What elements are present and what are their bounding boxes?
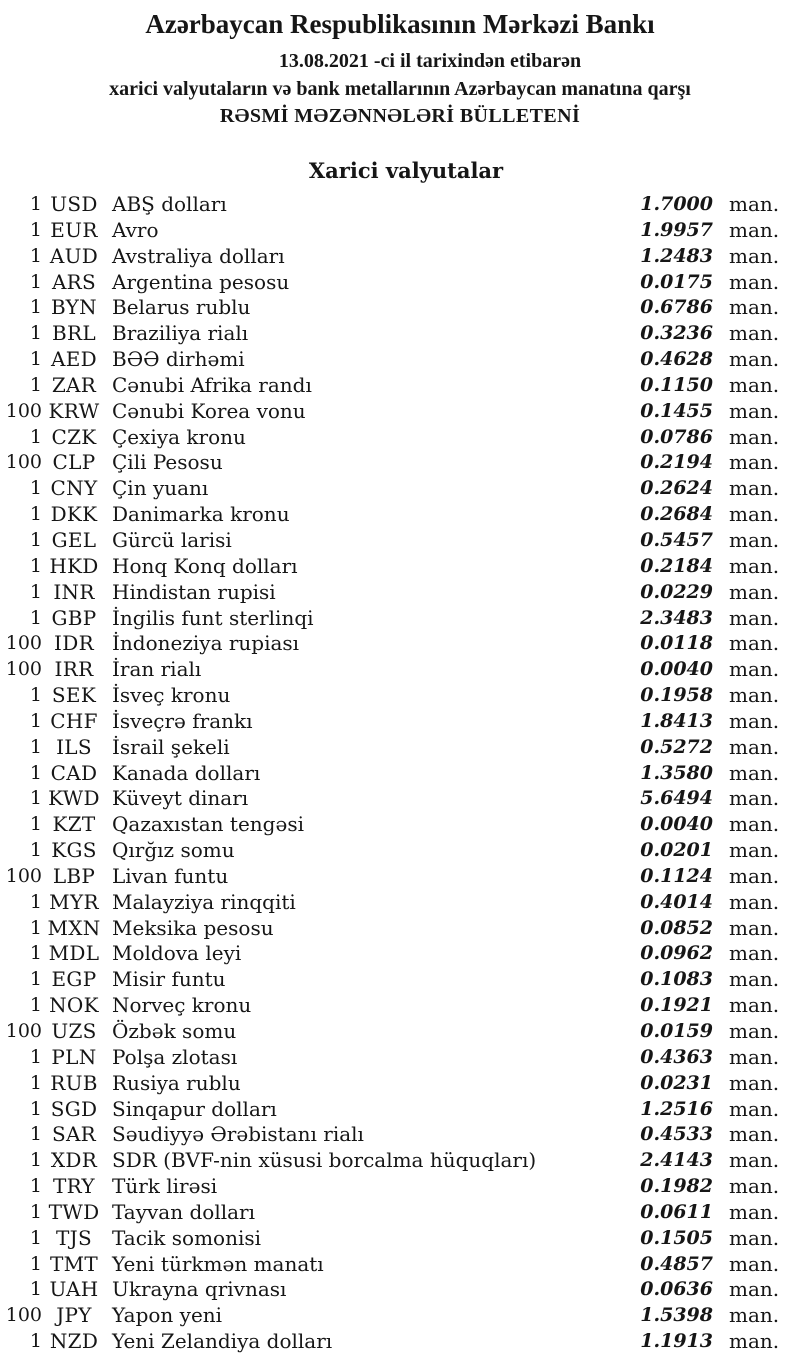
currency-name-cell: İngilis funt sterlinqi	[112, 605, 314, 630]
nominal-cell: 1	[29, 244, 42, 267]
rate-value-cell: 1.1913	[640, 1330, 713, 1353]
currency-name-cell: İsrail şekeli	[112, 734, 230, 759]
unit-cell: man.	[729, 838, 780, 863]
rate-value-cell: 0.4014	[640, 890, 713, 913]
unit-cell: man.	[729, 398, 780, 423]
currency-name-cell: Avstraliya dolları	[112, 243, 285, 268]
currency-code-cell: MXN	[47, 915, 101, 940]
rate-row	[0, 1071, 800, 1097]
unit-cell: man.	[729, 1199, 780, 1224]
rate-value-cell: 0.1455	[640, 399, 713, 422]
rate-value-cell: 0.1958	[640, 684, 713, 707]
unit-cell: man.	[729, 269, 780, 294]
rate-value-cell: 0.2684	[640, 503, 713, 526]
unit-cell: man.	[729, 217, 780, 242]
rate-row	[0, 218, 800, 244]
rate-value-cell: 2.3483	[640, 606, 713, 629]
currency-name-cell: İran rialı	[112, 657, 202, 682]
rate-row	[0, 450, 800, 476]
nominal-cell: 1	[29, 968, 42, 991]
rate-value-cell: 0.0175	[640, 270, 713, 293]
rate-row	[0, 1097, 800, 1123]
rate-value-cell: 1.9957	[640, 218, 713, 241]
rate-row	[0, 425, 800, 451]
currency-code-cell: GEL	[51, 527, 97, 552]
currency-name-cell: Polşa zlotası	[112, 1044, 238, 1069]
unit-cell: man.	[729, 993, 780, 1018]
rate-value-cell: 0.6786	[640, 296, 713, 319]
currency-name-cell: Argentina pesosu	[112, 269, 290, 294]
rate-value-cell: 0.1083	[640, 968, 713, 991]
currency-code-cell: USD	[50, 192, 98, 216]
rate-row	[0, 347, 800, 373]
unit-cell: man.	[729, 321, 780, 346]
currency-code-cell: TRY	[53, 1174, 95, 1199]
currency-name-cell: Danimarka kronu	[112, 502, 290, 527]
currency-name-cell: Norveç kronu	[112, 993, 252, 1018]
currency-code-cell: TWD	[48, 1199, 100, 1224]
nominal-cell: 1	[29, 193, 42, 215]
currency-name-cell: Hindistan rupisi	[112, 579, 276, 604]
nominal-cell: 1	[29, 735, 42, 758]
bulletin-name: RƏSMİ MƏZƏNNƏLƏRİ BÜLLETENİ	[219, 105, 581, 127]
rate-value-cell: 0.4363	[640, 1045, 713, 1068]
currency-code-cell: PLN	[51, 1044, 97, 1069]
rate-row	[0, 1174, 800, 1200]
rate-value-cell: 2.4143	[640, 1149, 713, 1172]
unit-cell: man.	[729, 192, 780, 216]
currency-name-cell: Belarus rublu	[112, 295, 251, 320]
currency-name-cell: Tacik somonisi	[112, 1225, 262, 1250]
nominal-cell: 1	[29, 218, 42, 241]
rate-row	[0, 1277, 800, 1303]
currency-code-cell: NZD	[49, 1329, 99, 1354]
nominal-cell: 1	[29, 1330, 42, 1353]
currency-code-cell: CLP	[52, 450, 96, 475]
nominal-cell: 100	[5, 1304, 42, 1327]
rate-row	[0, 1303, 800, 1329]
rate-value-cell: 0.1150	[640, 373, 713, 396]
nominal-cell: 100	[5, 1020, 42, 1042]
nominal-cell: 1	[29, 554, 42, 577]
unit-cell: man.	[729, 657, 780, 682]
unit-cell: man.	[729, 579, 780, 604]
currency-code-cell: CZK	[51, 424, 97, 449]
unit-cell: man.	[729, 812, 780, 837]
currency-code-cell: XDR	[50, 1148, 98, 1173]
currency-code-cell: MDL	[48, 941, 100, 966]
currency-code-cell: KGS	[51, 838, 97, 863]
unit-cell: man.	[729, 915, 780, 940]
rate-value-cell: 0.5272	[640, 735, 713, 758]
currency-name-cell: Türk lirəsi	[112, 1174, 218, 1199]
rate-row	[0, 244, 800, 270]
nominal-cell: 100	[5, 451, 42, 474]
currency-name-cell: Meksika pesosu	[112, 915, 274, 940]
currency-name-cell: Cənubi Korea vonu	[112, 398, 306, 423]
currency-name-cell: Tayvan dolları	[112, 1199, 255, 1224]
rate-row	[0, 735, 800, 761]
rate-value-cell: 0.1982	[640, 1175, 713, 1198]
nominal-cell: 1	[29, 528, 42, 551]
unit-cell: man.	[729, 424, 780, 449]
nominal-cell: 1	[29, 916, 42, 939]
unit-cell: man.	[729, 734, 780, 759]
currency-name-cell: İndoneziya rupiası	[112, 631, 300, 656]
rate-value-cell: 1.8413	[640, 709, 713, 732]
unit-cell: man.	[729, 683, 780, 708]
currency-code-cell: LBP	[52, 863, 96, 888]
nominal-cell: 1	[29, 1200, 42, 1223]
rate-row	[0, 916, 800, 942]
currency-name-cell: Yapon yeni	[112, 1303, 223, 1328]
nominal-cell: 1	[29, 942, 42, 965]
unit-cell: man.	[729, 863, 780, 888]
unit-cell: man.	[729, 1174, 780, 1199]
rate-value-cell: 0.0786	[640, 425, 713, 448]
unit-cell: man.	[729, 553, 780, 578]
rate-value-cell: 0.0229	[640, 580, 713, 603]
currency-name-cell: Gürcü larisi	[112, 527, 232, 552]
unit-cell: man.	[729, 347, 780, 372]
rate-value-cell: 1.2483	[640, 244, 713, 267]
rate-value-cell: 0.5457	[640, 528, 713, 551]
currency-name-cell: Səudiyyə Ərəbistanı rialı	[112, 1122, 364, 1147]
currency-code-cell: IDR	[54, 631, 94, 656]
nominal-cell: 100	[5, 658, 42, 681]
unit-cell: man.	[729, 708, 780, 733]
nominal-cell: 1	[29, 1278, 42, 1301]
rate-row	[0, 1148, 800, 1174]
rate-value-cell: 0.2624	[640, 477, 713, 500]
nominal-cell: 1	[29, 1097, 42, 1120]
rate-row	[0, 502, 800, 528]
unit-cell: man.	[729, 243, 780, 268]
rate-row	[0, 1200, 800, 1226]
currency-code-cell: AED	[51, 347, 97, 372]
unit-cell: man.	[729, 1148, 780, 1173]
currency-name-cell: Ukrayna qrivnası	[112, 1277, 287, 1302]
nominal-cell: 100	[5, 399, 42, 422]
rate-row	[0, 812, 800, 838]
currency-code-cell: SAR	[51, 1122, 97, 1147]
unit-cell: man.	[729, 372, 780, 397]
unit-cell: man.	[729, 1070, 780, 1095]
currency-name-cell: SDR (BVF-nin xüsusi borcalma hüquqları)	[112, 1148, 537, 1173]
currency-code-cell: TJS	[56, 1225, 92, 1250]
rate-value-cell: 1.2516	[640, 1097, 713, 1120]
rate-row	[0, 683, 800, 709]
currency-code-cell: HKD	[49, 553, 99, 578]
currency-code-cell: NOK	[49, 993, 99, 1018]
rate-value-cell: 0.0159	[640, 1020, 713, 1042]
nominal-cell: 1	[29, 580, 42, 603]
nominal-cell: 1	[29, 1252, 42, 1275]
rate-row	[0, 657, 800, 683]
unit-cell: man.	[729, 605, 780, 630]
unit-cell: man.	[729, 502, 780, 527]
nominal-cell: 1	[29, 994, 42, 1017]
unit-cell: man.	[729, 1019, 780, 1043]
nominal-cell: 1	[29, 348, 42, 371]
currency-code-cell: UZS	[51, 1019, 97, 1043]
nominal-cell: 1	[29, 1149, 42, 1172]
currency-name-cell: Moldova leyi	[112, 941, 242, 966]
nominal-cell: 1	[29, 425, 42, 448]
nominal-cell: 1	[29, 503, 42, 526]
currency-code-cell: UAH	[49, 1277, 99, 1302]
nominal-cell: 1	[29, 1071, 42, 1094]
currency-name-cell: Livan funtu	[112, 863, 229, 888]
nominal-cell: 1	[29, 684, 42, 707]
rate-row	[0, 528, 800, 554]
unit-cell: man.	[729, 760, 780, 785]
rate-row	[0, 993, 800, 1019]
rate-row	[0, 1122, 800, 1148]
unit-cell: man.	[729, 476, 780, 501]
unit-cell: man.	[729, 941, 780, 966]
rate-value-cell: 0.0962	[640, 942, 713, 965]
rate-row	[0, 192, 800, 218]
currency-name-cell: İsveçrə frankı	[112, 708, 253, 733]
nominal-cell: 1	[29, 890, 42, 913]
currency-name-cell: Qazaxıstan tengəsi	[112, 812, 304, 837]
unit-cell: man.	[729, 786, 780, 811]
currency-code-cell: TMT	[49, 1251, 99, 1276]
unit-cell: man.	[729, 889, 780, 914]
rate-value-cell: 1.5398	[640, 1304, 713, 1327]
nominal-cell: 1	[29, 270, 42, 293]
unit-cell: man.	[729, 1096, 780, 1121]
currency-code-cell: CAD	[50, 760, 98, 785]
rate-row	[0, 554, 800, 580]
nominal-cell: 1	[29, 477, 42, 500]
unit-cell: man.	[729, 967, 780, 992]
unit-cell: man.	[729, 450, 780, 475]
rate-row	[0, 890, 800, 916]
currency-code-cell: EGP	[51, 967, 97, 992]
nominal-cell: 1	[29, 606, 42, 629]
currency-name-cell: Çili Pesosu	[112, 450, 223, 475]
unit-cell: man.	[729, 1329, 780, 1354]
currency-code-cell: SEK	[51, 683, 97, 708]
currency-name-cell: Çin yuanı	[112, 476, 209, 501]
currency-name-cell: Sinqapur dolları	[112, 1096, 277, 1121]
rate-value-cell: 0.4533	[640, 1123, 713, 1146]
rate-row	[0, 580, 800, 606]
currency-name-cell: Braziliya rialı	[112, 321, 249, 346]
currency-code-cell: IRR	[54, 657, 94, 682]
currency-code-cell: SGD	[50, 1096, 98, 1121]
unit-cell: man.	[729, 1277, 780, 1302]
currency-name-cell: Yeni Zelandiya dolları	[112, 1329, 333, 1354]
currency-name-cell: Küveyt dinarı	[112, 786, 249, 811]
rate-row	[0, 373, 800, 399]
rate-value-cell: 5.6494	[640, 787, 713, 810]
nominal-cell: 1	[29, 709, 42, 732]
currency-code-cell: BRL	[52, 321, 96, 346]
rate-row	[0, 1226, 800, 1252]
unit-cell: man.	[729, 1122, 780, 1147]
nominal-cell: 1	[29, 761, 42, 784]
currency-name-cell: ABŞ dolları	[112, 192, 227, 216]
rate-value-cell: 0.0118	[640, 632, 713, 655]
rate-value-cell: 0.1124	[640, 864, 713, 887]
rate-value-cell: 0.0201	[640, 839, 713, 862]
currency-code-cell: GBP	[51, 605, 97, 630]
currency-code-cell: ARS	[51, 269, 97, 294]
currency-name-cell: Honq Konq dolları	[112, 553, 298, 578]
currency-name-cell: Cənubi Afrika randı	[112, 372, 312, 397]
currency-code-cell: MYR	[49, 889, 99, 914]
currency-code-cell: EUR	[50, 217, 98, 242]
currency-code-cell: JPY	[56, 1303, 92, 1328]
rate-value-cell: 0.2194	[640, 451, 713, 474]
rate-value-cell: 0.2184	[640, 554, 713, 577]
nominal-cell: 1	[29, 1226, 42, 1249]
currency-code-cell: ZAR	[51, 372, 97, 397]
nominal-cell: 100	[5, 632, 42, 655]
currency-code-cell: KWD	[48, 786, 100, 811]
currency-code-cell: CNY	[50, 476, 98, 501]
rate-row	[0, 295, 800, 321]
nominal-cell: 1	[29, 1123, 42, 1146]
nominal-cell: 1	[29, 373, 42, 396]
rate-value-cell: 0.3236	[640, 322, 713, 345]
currency-code-cell: DKK	[50, 502, 98, 527]
nominal-cell: 100	[5, 864, 42, 887]
rate-row	[0, 476, 800, 502]
currency-name-cell: Çexiya kronu	[112, 424, 246, 449]
currency-name-cell: Kanada dolları	[112, 760, 261, 785]
currency-code-cell: INR	[53, 579, 95, 604]
rate-row	[0, 761, 800, 787]
rate-value-cell: 0.4628	[640, 348, 713, 371]
rate-row	[0, 941, 800, 967]
rate-row	[0, 1045, 800, 1071]
nominal-cell: 1	[29, 839, 42, 862]
currency-name-cell: Özbək somu	[112, 1019, 237, 1043]
rates-table	[0, 192, 800, 1355]
unit-cell: man.	[729, 527, 780, 552]
rate-row	[0, 709, 800, 735]
nominal-cell: 1	[29, 322, 42, 345]
rate-value-cell: 1.7000	[640, 193, 713, 215]
unit-cell: man.	[729, 1225, 780, 1250]
nominal-cell: 1	[29, 1175, 42, 1198]
currency-code-cell: AUD	[49, 243, 99, 268]
nominal-cell: 1	[29, 813, 42, 836]
nominal-cell: 1	[29, 1045, 42, 1068]
rate-value-cell: 0.0040	[640, 658, 713, 681]
section-title-foreign-currencies: Xarici valyutalar	[308, 158, 504, 183]
unit-cell: man.	[729, 631, 780, 656]
rate-value-cell: 0.0231	[640, 1071, 713, 1094]
rate-row	[0, 1252, 800, 1278]
rate-row	[0, 1329, 800, 1355]
currency-name-cell: BƏƏ dirhəmi	[112, 347, 245, 372]
currency-name-cell: Rusiya rublu	[112, 1070, 241, 1095]
rate-value-cell: 0.0611	[640, 1200, 713, 1223]
rate-row	[0, 321, 800, 347]
currency-code-cell: ILS	[56, 734, 92, 759]
effective-date: 13.08.2021 -ci il tarixindən etibarən	[278, 50, 582, 72]
rate-value-cell: 0.0852	[640, 916, 713, 939]
currency-code-cell: BYN	[51, 295, 97, 320]
unit-cell: man.	[729, 1044, 780, 1069]
rate-value-cell: 0.0636	[640, 1278, 713, 1301]
rate-row	[0, 631, 800, 657]
rate-row	[0, 270, 800, 296]
unit-cell: man.	[729, 295, 780, 320]
currency-name-cell: Avro	[112, 217, 159, 242]
currency-code-cell: KRW	[48, 398, 100, 423]
currency-name-cell: İsveç kronu	[112, 683, 231, 708]
currency-name-cell: Yeni türkmən manatı	[112, 1251, 324, 1276]
currency-code-cell: CHF	[50, 708, 98, 733]
bank-title: Azərbaycan Respublikasının Mərkəzi Bankı	[145, 9, 655, 39]
currency-name-cell: Qırğız somu	[112, 838, 235, 863]
rate-value-cell: 0.1505	[640, 1226, 713, 1249]
currency-code-cell: RUB	[50, 1070, 98, 1095]
rate-row	[0, 399, 800, 425]
unit-cell: man.	[729, 1303, 780, 1328]
rate-value-cell: 0.1921	[640, 994, 713, 1017]
rate-value-cell: 0.4857	[640, 1252, 713, 1275]
rate-row	[0, 967, 800, 993]
rate-value-cell: 0.0040	[640, 813, 713, 836]
rate-row	[0, 786, 800, 812]
currency-code-cell: KZT	[52, 812, 96, 837]
rate-row	[0, 864, 800, 890]
rate-row	[0, 838, 800, 864]
rate-row	[0, 1019, 800, 1045]
nominal-cell: 1	[29, 296, 42, 319]
currency-name-cell: Misir funtu	[112, 967, 226, 992]
unit-cell: man.	[729, 1251, 780, 1276]
bulletin-subtitle: xarici valyutaların və bank metallarının Azərbaycan manatına qarşı	[109, 78, 691, 100]
nominal-cell: 1	[29, 787, 42, 810]
rate-value-cell: 1.3580	[640, 761, 713, 784]
rate-row	[0, 606, 800, 632]
currency-name-cell: Malayziya rinqqiti	[112, 889, 296, 914]
